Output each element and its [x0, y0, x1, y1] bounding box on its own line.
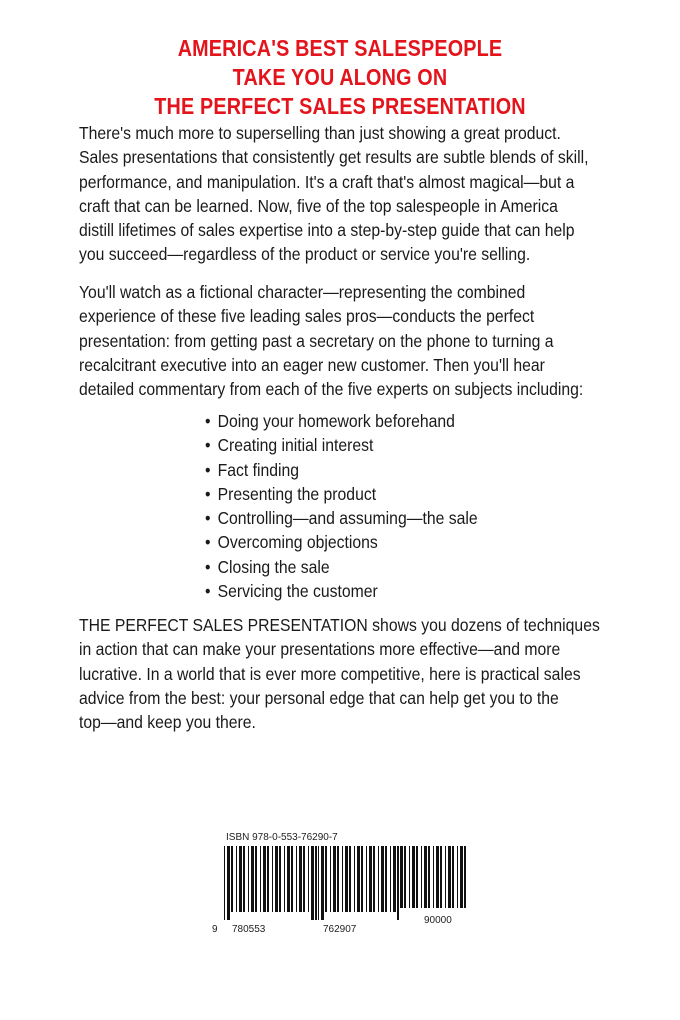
headline	[48, 34, 633, 121]
closing-line-5: top—and keep you there.	[79, 712, 256, 733]
subjects-list	[205, 409, 478, 603]
barcode-bar	[325, 846, 327, 912]
list-item: • Closing the sale	[205, 556, 330, 577]
closing-line-2: in action that can make your presentations more effective—and more	[79, 639, 561, 660]
intro-line-1: There's much more to superselling than just showing a great product.	[79, 123, 561, 143]
barcode-bar	[291, 846, 293, 912]
barcode-bar	[393, 846, 396, 912]
barcode-bar	[424, 846, 427, 908]
barcode-right-group: 762907	[323, 924, 357, 935]
barcode-bar	[239, 846, 242, 912]
barcode-bar	[378, 846, 379, 912]
barcode-bar	[311, 846, 314, 920]
isbn-label: ISBN 978-0-553-76290-7	[226, 832, 338, 843]
barcode-bar	[397, 846, 399, 920]
barcode-bar	[251, 846, 254, 912]
middle-paragraph	[79, 280, 619, 401]
barcode-bar	[296, 846, 297, 912]
barcode-bar	[357, 846, 360, 912]
barcode-bar	[409, 846, 410, 908]
barcode-bar	[428, 846, 430, 908]
closing-line-1: THE PERFECT SALES PRESENTATION shows you dozens of techniques	[79, 615, 600, 635]
barcode-bar	[330, 846, 331, 912]
closing-line-3: lucrative. In a world that is ever more competitive, here is practical sales	[79, 663, 581, 684]
barcode-bar	[436, 846, 439, 908]
barcode-bar	[321, 846, 324, 920]
barcode-bar	[404, 846, 406, 908]
intro-line-3: performance, and manipulation. It's a craft that's almost magical—but a	[79, 171, 575, 192]
middle-line-5: detailed commentary from each of the five experts on subjects including:	[79, 379, 584, 400]
barcode-bar	[445, 846, 446, 908]
barcode-bar	[421, 846, 422, 908]
intro-line-5: distill lifetimes of sales expertise into a step-by-step guide that can help	[79, 220, 575, 241]
barcode-bar	[231, 846, 233, 912]
barcode-bar	[349, 846, 351, 912]
barcode-bar	[333, 846, 336, 912]
barcode-bar	[457, 846, 458, 908]
middle-line-4: recalcitrant executive into an eager new customer. Then you'll hear	[79, 354, 545, 375]
barcode-bar	[464, 846, 466, 908]
barcode-bar	[460, 846, 463, 908]
list-item: • Presenting the product	[205, 483, 377, 504]
barcode-bar	[227, 846, 230, 920]
barcode-bar	[299, 846, 302, 912]
list-item: • Fact finding	[205, 459, 300, 480]
barcode	[212, 846, 472, 942]
barcode-bar	[412, 846, 415, 908]
barcode-left-group: 780553	[232, 924, 266, 935]
barcode-bar	[440, 846, 442, 908]
intro-line-4: craft that can be learned. Now, five of the top salespeople in America	[79, 195, 558, 216]
barcode-bar	[416, 846, 418, 908]
barcode-bar	[354, 846, 355, 912]
barcode-bar	[385, 846, 387, 912]
list-item: • Creating initial interest	[205, 435, 374, 456]
barcode-bar	[308, 846, 309, 912]
list-item: • Controlling—and assuming—the sale	[205, 508, 478, 529]
barcode-bar	[400, 846, 403, 908]
barcode-bar	[224, 846, 225, 920]
barcode-bar	[303, 846, 305, 912]
barcode-bars	[212, 846, 472, 926]
barcode-lead-digit: 9	[212, 924, 218, 935]
barcode-addon: 90000	[424, 915, 452, 926]
barcode-bar	[369, 846, 372, 912]
barcode-bar	[390, 846, 391, 912]
barcode-bar	[255, 846, 257, 912]
barcode-bar	[236, 846, 237, 912]
barcode-bar	[366, 846, 367, 912]
headline-line-1: AMERICA'S BEST SALESPEOPLE	[177, 35, 503, 61]
closing-paragraph	[79, 613, 619, 734]
barcode-bar	[279, 846, 281, 912]
intro-paragraph	[79, 121, 619, 267]
barcode-bar	[345, 846, 348, 912]
barcode-bar	[284, 846, 285, 912]
intro-line-6: you succeed—regardless of the product or service you're selling.	[79, 244, 531, 265]
barcode-bar	[318, 846, 319, 920]
intro-line-2: Sales presentations that consistently get results are subtle blends of skill,	[79, 147, 589, 168]
barcode-bar	[381, 846, 384, 912]
barcode-bar	[243, 846, 245, 912]
barcode-bar	[433, 846, 434, 908]
barcode-bar	[272, 846, 273, 912]
barcode-bar	[361, 846, 363, 912]
barcode-bar	[452, 846, 454, 908]
barcode-bar	[260, 846, 261, 912]
list-item: • Servicing the customer	[205, 581, 378, 602]
barcode-bar	[267, 846, 269, 912]
barcode-bar	[287, 846, 290, 912]
barcode-bar	[337, 846, 339, 912]
middle-line-1: You'll watch as a fictional character—representing the combined	[79, 282, 526, 302]
headline-line-3: THE PERFECT SALES PRESENTATION	[154, 93, 526, 119]
barcode-bar	[248, 846, 249, 912]
middle-line-3: presentation: from getting past a secretary on the phone to turning a	[79, 330, 554, 351]
middle-line-2: experience of these five leading sales pros—conducts the perfect	[79, 306, 535, 327]
barcode-bar	[448, 846, 451, 908]
barcode-bar	[342, 846, 343, 912]
barcode-bar	[315, 846, 317, 920]
list-item: • Doing your homework beforehand	[205, 411, 455, 431]
barcode-bar	[373, 846, 375, 912]
headline-line-2: TAKE YOU ALONG ON	[232, 64, 448, 90]
barcode-bar	[275, 846, 278, 912]
list-item: • Overcoming objections	[205, 532, 378, 553]
closing-line-4: advice from the best: your personal edge that can help get you to the	[79, 687, 559, 708]
barcode-bar	[263, 846, 266, 912]
